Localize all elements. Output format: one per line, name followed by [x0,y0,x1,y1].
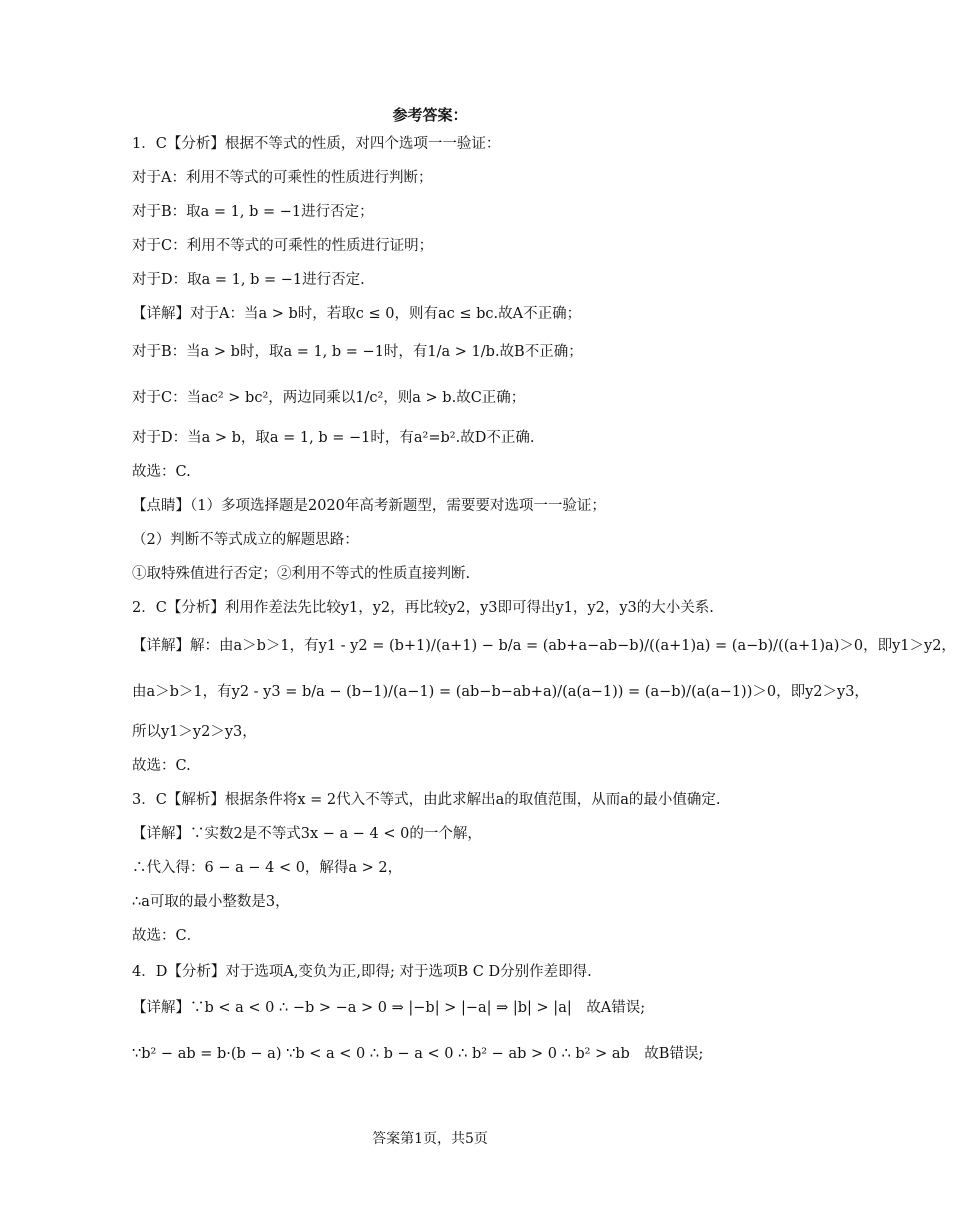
line-19: 3．C【解析】根据条件将x = 2代入不等式，由此求解出a的取值范围，从而a的最小值确定. [132,792,721,808]
line-3: 对于B：取a = 1, b = −1进行否定； [132,204,374,220]
line-23: 故选：C． [132,928,202,944]
line-11: 【点睛】（1）多项选择题是2020年高考新题型，需要要对选项一一验证； [132,498,606,514]
line-8: 对于C：当ac² > bc²，两边同乘以1/c²，则a > b.故C正确； [132,390,526,406]
line-17: 所以y1＞y2＞y3， [132,724,257,740]
line-9: 对于D：当a > b，取a = 1, b = −1时，有a²=b².故D不正确. [132,430,535,446]
line-18: 故选：C. [132,758,191,774]
line-14: 2．C【分析】利用作差法先比较y1，y2，再比较y2，y3即可得出y1，y2，y3的大小关系. [132,600,714,616]
line-7: 对于B：当a > b时，取a = 1, b = −1时，有1/a > 1/b.故B不正确； [132,344,583,360]
line-1: 1．C【分析】根据不等式的性质，对四个选项一一验证： [132,136,501,152]
line-15: 【详解】解：由a＞b＞1，有y1 - y2 = (b+1)/(a+1) − b/a = (ab+a−ab−b)/((a+1)a) = (a−b)/((a+1)a)＞0，即y1＞y2， [132,638,956,654]
page-footer: 答案第1页，共5页 [372,1131,488,1147]
line-21: ∴代入得：6 − a − 4 < 0，解得a > 2， [132,860,403,876]
line-20: 【详解】∵实数2是不等式3x − a − 4 < 0的一个解， [132,826,482,842]
line-16: 由a＞b＞1，有y2 - y3 = b/a − (b−1)/(a−1) = (ab−b−ab+a)/(a(a−1)) = (a−b)/(a(a−1))＞0，即y2＞y3， [132,684,869,700]
line-12: （2）判断不等式成立的解题思路： [132,532,359,548]
page-title: 参考答案： [392,106,468,124]
line-25: 【详解】∵b < a < 0 ∴ −b > −a > 0 ⇒ |−b| > |−a| ⇒ |b| > |a| 故A错误; [132,1000,646,1016]
line-2: 对于A：利用不等式的可乘性的性质进行判断； [132,170,433,186]
line-22: ∴a可取的最小整数是3， [132,894,290,910]
line-26: ∵b² − ab = b·(b − a) ∵b < a < 0 ∴ b − a < 0 ∴ b² − ab > 0 ∴ b² > ab 故B错误; [132,1046,704,1062]
line-10: 故选：C. [132,464,191,480]
line-24: 4．D【分析】对于选项A,变负为正,即得; 对于选项B C D分别作差即得. [132,964,592,980]
line-13: ①取特殊值进行否定；②利用不等式的性质直接判断. [132,566,471,582]
line-6: 【详解】对于A：当a > b时，若取c ≤ 0，则有ac ≤ bc.故A不正确； [132,306,582,322]
line-5: 对于D：取a = 1, b = −1进行否定. [132,272,365,288]
line-4: 对于C：利用不等式的可乘性的性质进行证明； [132,238,434,254]
